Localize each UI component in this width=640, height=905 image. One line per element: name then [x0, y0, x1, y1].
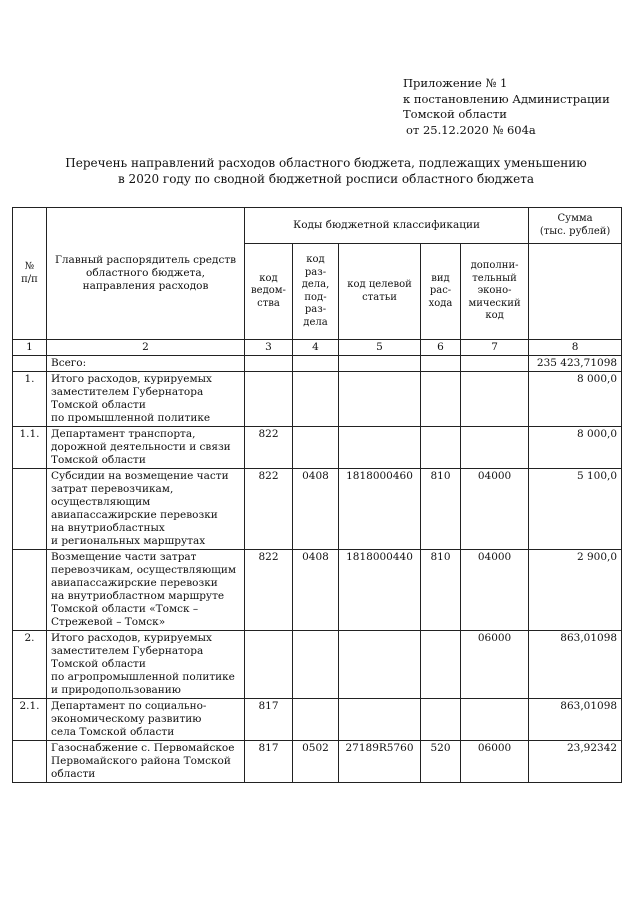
header-target-code: код целевой статьи: [339, 244, 421, 340]
column-number: 3: [245, 340, 293, 356]
row-dept-code: 822: [245, 550, 293, 631]
row-target-code: [339, 631, 421, 699]
row-sum: 863,01098: [529, 699, 622, 741]
row-target-code: [339, 427, 421, 469]
row-number: 2.1.: [13, 699, 47, 741]
header-expense-type: вид рас- хода: [421, 244, 461, 340]
row-sum: 8 000,0: [529, 372, 622, 427]
row-sum: 5 100,0: [529, 469, 622, 550]
table-row: [13, 741, 622, 783]
column-number: 2: [47, 340, 245, 356]
row-section-code: [293, 372, 339, 427]
column-number: 5: [339, 340, 421, 356]
row-dept-code: 817: [245, 699, 293, 741]
row-section-code: 0408: [293, 469, 339, 550]
table-row: [13, 550, 622, 631]
row-target-code: 27189R5760: [339, 741, 421, 783]
header-manager: Главный распорядитель средств областного бюджета, направления расходов: [47, 208, 245, 340]
row-econ-code: [461, 427, 529, 469]
column-number: 8: [529, 340, 622, 356]
row-name: Итого расходов, курируемых заместителем Губернатора Томской области по агропромышленной политике и природопользованию: [47, 631, 245, 699]
row-dept-code: [245, 372, 293, 427]
row-name: Департамент транспорта, дорожной деятельности и связи Томской области: [47, 427, 245, 469]
table-body: [13, 372, 622, 783]
row-expense-type: [421, 427, 461, 469]
row-sum: 2 900,0: [529, 550, 622, 631]
row-name: Итого расходов, курируемых заместителем Губернатора Томской области по промышленной политике: [47, 372, 245, 427]
row-sum: 23,92342: [529, 741, 622, 783]
row-dept-code: 822: [245, 427, 293, 469]
column-number: 1: [13, 340, 47, 356]
annex-block: [403, 76, 610, 138]
table-row: [13, 372, 622, 427]
row-name: Возмещение части затрат перевозчикам, осуществляющим авиапассажирские перевозки на внутриобластном маршруте Томской области «Томск – Стрежевой – Томск»: [47, 550, 245, 631]
row-econ-code: [461, 699, 529, 741]
column-number: 7: [461, 340, 529, 356]
header-sum-blank: [529, 244, 622, 340]
annex-line-1: Приложение № 1: [403, 76, 508, 90]
row-dept-code: 817: [245, 741, 293, 783]
total-row: [13, 356, 622, 372]
header-section-code: код раз- дела, под- раз- дела: [293, 244, 339, 340]
table-row: [13, 427, 622, 469]
header-dept-code: код ведом- ства: [245, 244, 293, 340]
row-expense-type: 810: [421, 469, 461, 550]
row-econ-code: 04000: [461, 469, 529, 550]
row-expense-type: [421, 372, 461, 427]
column-number: 6: [421, 340, 461, 356]
row-section-code: [293, 631, 339, 699]
header-codes: Коды бюджетной классификации: [245, 208, 529, 244]
row-section-code: [293, 427, 339, 469]
row-target-code: 1818000460: [339, 469, 421, 550]
row-econ-code: 04000: [461, 550, 529, 631]
header-econ-code: дополни- тельный эконо- мический код: [461, 244, 529, 340]
row-number: 1.: [13, 372, 47, 427]
document-title: [40, 155, 612, 187]
row-sum: 863,01098: [529, 631, 622, 699]
row-dept-code: 822: [245, 469, 293, 550]
row-econ-code: [461, 372, 529, 427]
total-label: Всего:: [47, 356, 245, 372]
row-econ-code: 06000: [461, 741, 529, 783]
annex-line-4: от 25.12.2020 № 604а: [406, 122, 536, 137]
header-num: № п/п: [13, 208, 47, 340]
row-expense-type: [421, 631, 461, 699]
row-target-code: [339, 699, 421, 741]
row-econ-code: 06000: [461, 631, 529, 699]
row-target-code: [339, 372, 421, 427]
total-sum: 235 423,71098: [529, 356, 622, 372]
row-expense-type: 520: [421, 741, 461, 783]
row-expense-type: 810: [421, 550, 461, 631]
row-expense-type: [421, 699, 461, 741]
annex-line-3: Томской области: [403, 107, 507, 121]
row-number: [13, 469, 47, 550]
row-name: Газоснабжение с. Первомайское Первомайского района Томской области: [47, 741, 245, 783]
row-target-code: 1818000440: [339, 550, 421, 631]
row-number: 1.1.: [13, 427, 47, 469]
row-sum: 8 000,0: [529, 427, 622, 469]
row-name: Субсидии на возмещение части затрат перевозчикам, осуществляющим авиапассажирские перевозки на внутриобластных и региональных маршрутах: [47, 469, 245, 550]
row-name: Департамент по социально- экономическому развитию села Томской области: [47, 699, 245, 741]
row-section-code: 0502: [293, 741, 339, 783]
row-dept-code: [245, 631, 293, 699]
title-line-2: в 2020 году по сводной бюджетной росписи областного бюджета: [117, 172, 535, 186]
table-row: [13, 469, 622, 550]
table-row: [13, 699, 622, 741]
row-section-code: 0408: [293, 550, 339, 631]
row-number: [13, 550, 47, 631]
row-section-code: [293, 699, 339, 741]
column-number-row: [13, 340, 622, 356]
annex-line-2: к постановлению Администрации: [403, 91, 610, 106]
header-sum: Сумма (тыс. рублей): [529, 208, 622, 244]
budget-table: [12, 207, 622, 783]
column-number: 4: [293, 340, 339, 356]
row-number: 2.: [13, 631, 47, 699]
table-row: [13, 631, 622, 699]
title-line-1: Перечень направлений расходов областного бюджета, подлежащих уменьшению: [65, 156, 587, 170]
row-number: [13, 741, 47, 783]
